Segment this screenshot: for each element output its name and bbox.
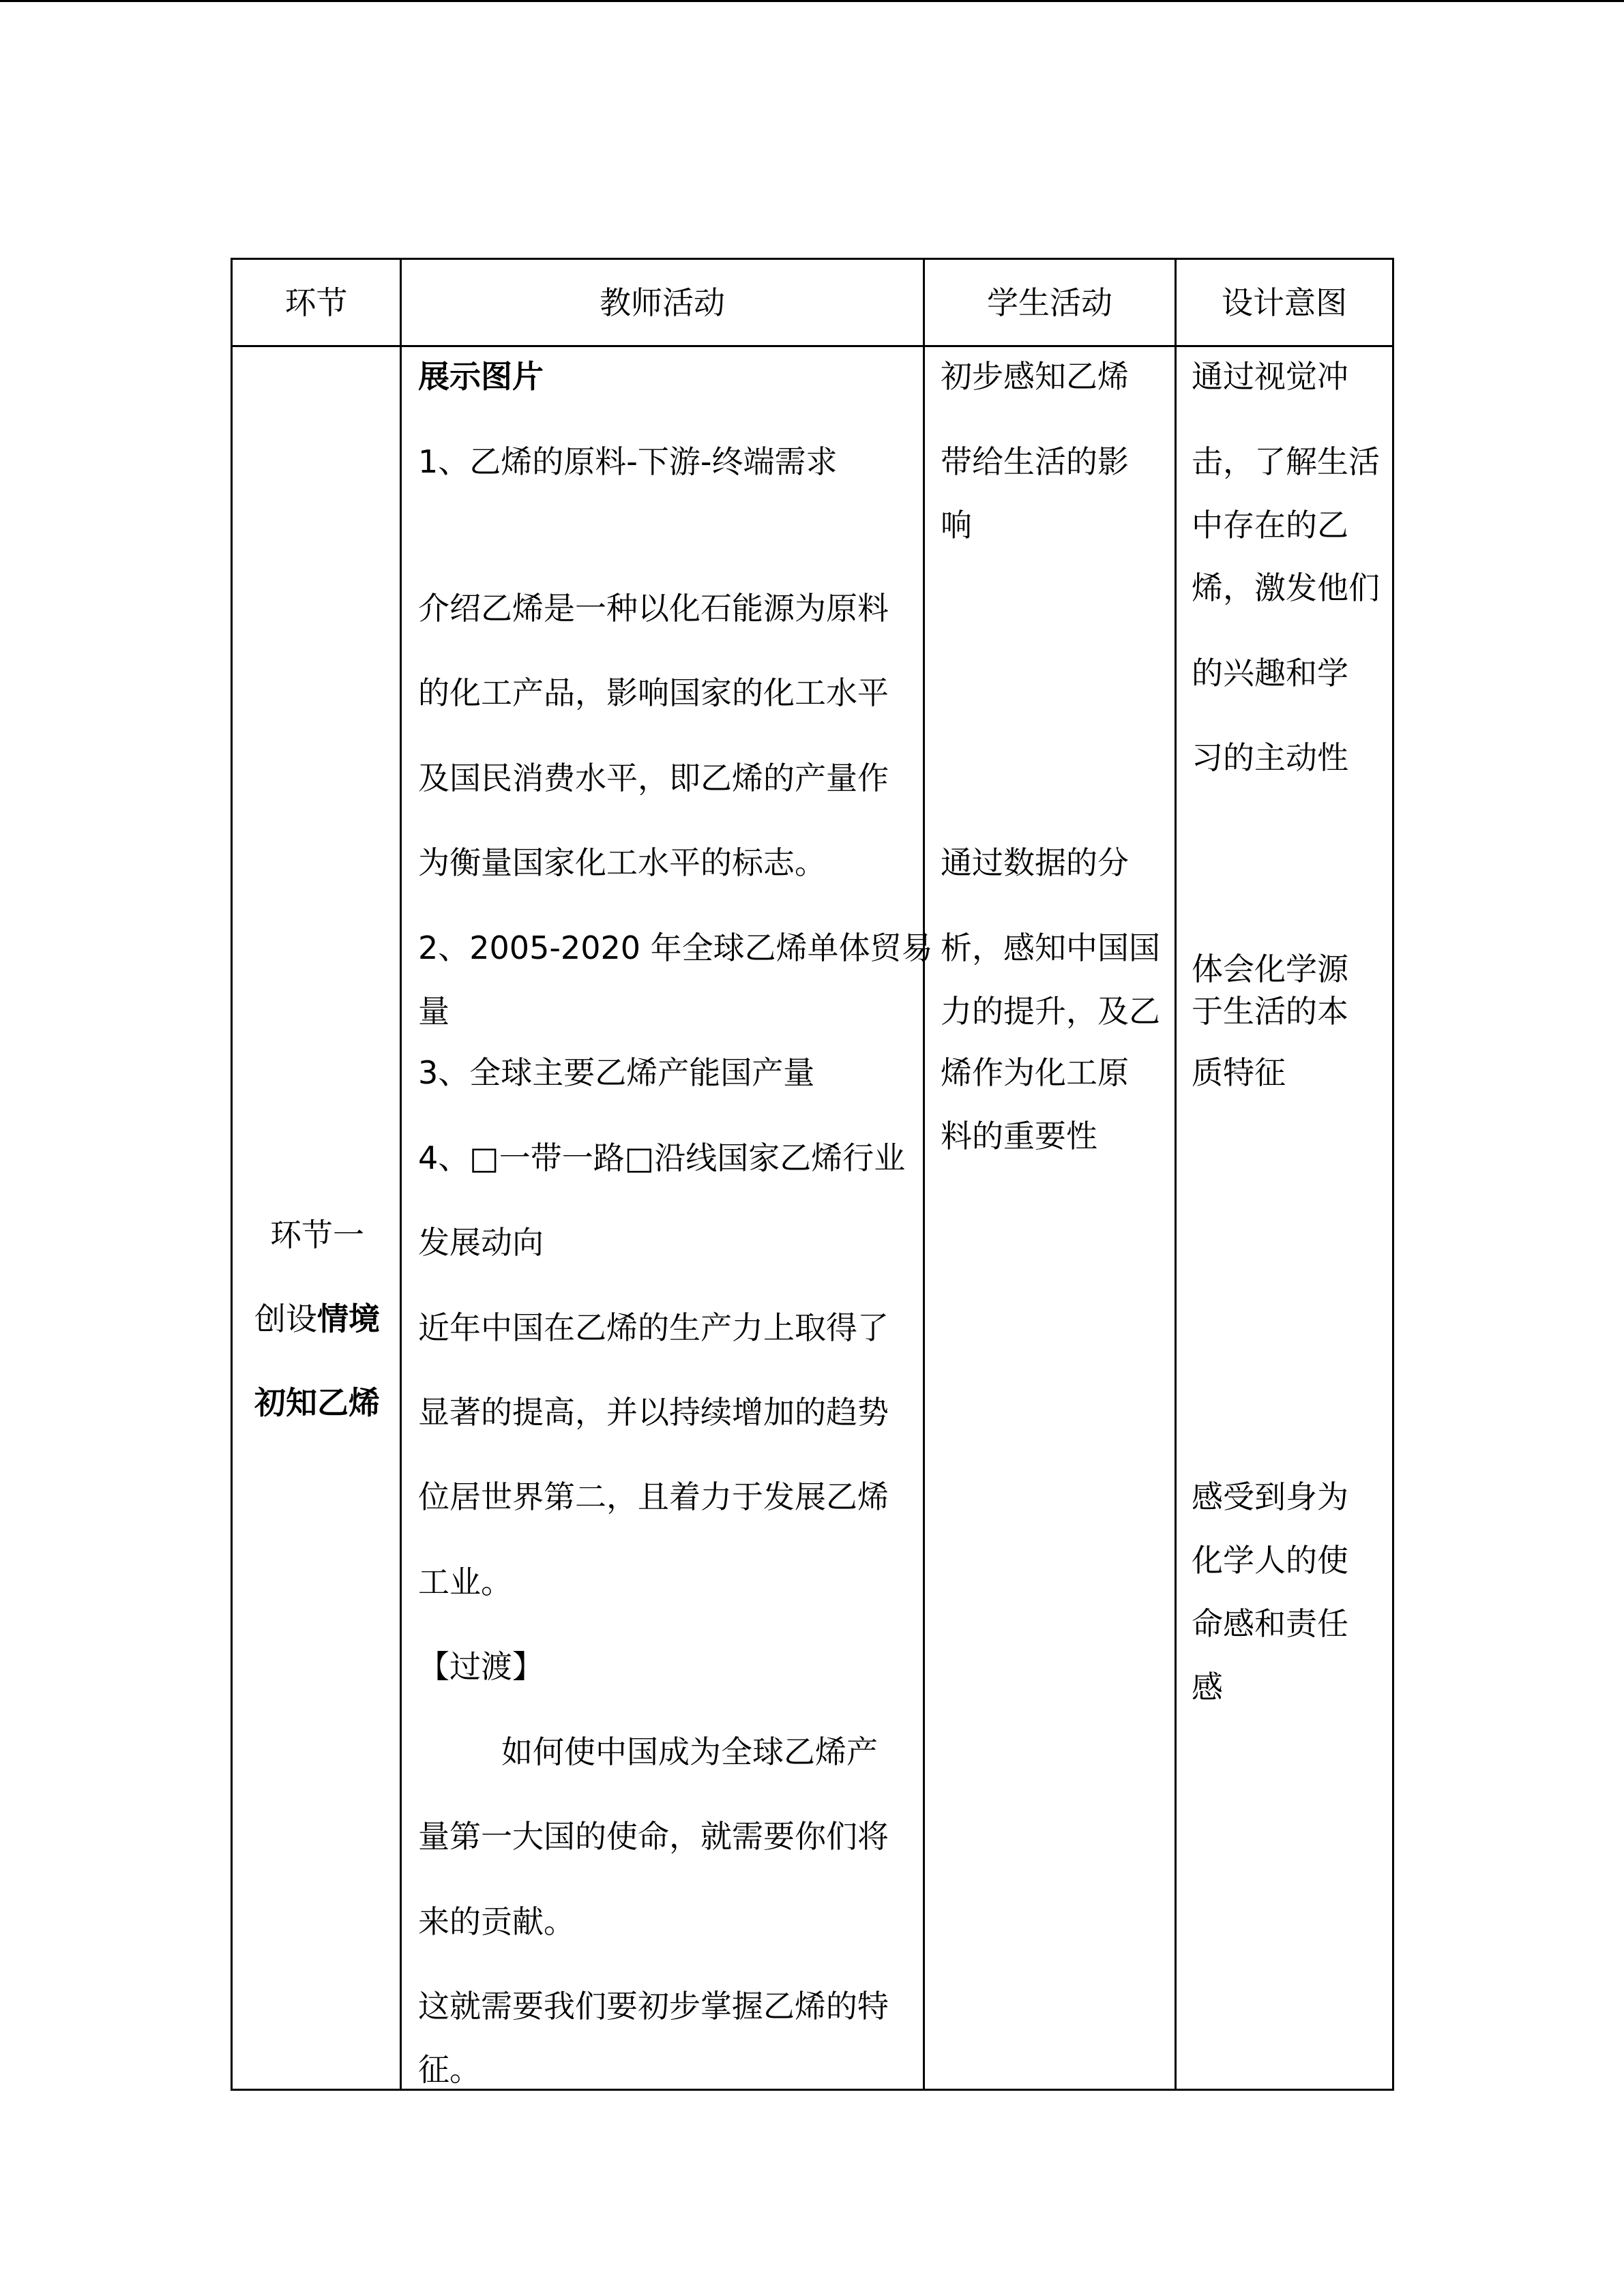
- teacher-line: 征。: [418, 2051, 481, 2088]
- teacher-line: 近年中国在乙烯的生产力上取得了: [418, 1309, 889, 1346]
- intent-line: 质特征: [1192, 1054, 1286, 1091]
- student-line: 初步感知乙烯: [941, 358, 1129, 395]
- student-activity-cell: [941, 346, 1175, 2089]
- intent-line: 击，了解生活: [1192, 443, 1380, 480]
- teacher-line: 发展动向: [418, 1224, 544, 1261]
- design-intent-cell: [1192, 346, 1392, 2089]
- student-line: 通过数据的分: [941, 844, 1129, 881]
- header-stage: 环节: [284, 284, 348, 321]
- intent-line: 通过视觉冲: [1192, 358, 1348, 395]
- stage-line-2: [233, 1300, 402, 1337]
- stage-line-2-part-a: 创设: [254, 1300, 317, 1337]
- student-line: 带给生活的影: [941, 443, 1129, 480]
- header-design-intent: 设计意图: [1222, 284, 1347, 321]
- teacher-line: 如何使中国成为全球乙烯产: [501, 1733, 878, 1770]
- intent-line: 化学人的使: [1192, 1542, 1348, 1579]
- intent-line: 命感和责任: [1192, 1605, 1348, 1642]
- teacher-line: 这就需要我们要初步掌握乙烯的特: [418, 1988, 889, 2025]
- student-line: 料的重要性: [941, 1118, 1097, 1154]
- teacher-line: 显著的提高，并以持续增加的趋势: [418, 1394, 889, 1431]
- student-line: 析，感知中国国: [941, 929, 1160, 966]
- intent-line: 感: [1192, 1669, 1223, 1705]
- intent-line: 体会化学源: [1192, 951, 1348, 987]
- stage-line-3: 初知乙烯: [254, 1384, 380, 1421]
- intent-line: 感受到身为: [1192, 1478, 1348, 1515]
- teacher-line: 2、2005-2020 年全球乙烯单体贸易: [418, 929, 933, 966]
- header-student-activity: 学生活动: [987, 284, 1112, 321]
- teacher-line: 【过渡】: [418, 1648, 544, 1685]
- teacher-line: 位居世界第二，且着力于发展乙烯: [418, 1478, 889, 1515]
- header-teacher-activity: 教师活动: [600, 284, 725, 321]
- teacher-line: 展示图片: [418, 358, 544, 395]
- teacher-line: 为衡量国家化工水平的标志。: [418, 844, 826, 881]
- student-line: 力的提升，及乙: [941, 993, 1160, 1030]
- teacher-line: 4、□一带一路□沿线国家乙烯行业: [418, 1139, 906, 1176]
- teacher-line: 量第一大国的使命，就需要你们将: [418, 1818, 889, 1855]
- column-divider-2: [923, 260, 925, 2089]
- stage-cell: [233, 346, 400, 2089]
- intent-line: 的兴趣和学: [1192, 655, 1348, 691]
- teacher-line: 的化工产品，影响国家的化工水平: [418, 674, 889, 711]
- teacher-line: 1、乙烯的原料-下游-终端需求: [418, 443, 838, 480]
- student-line: 响: [941, 507, 972, 543]
- intent-line: 习的主动性: [1192, 739, 1348, 776]
- lesson-plan-table: [231, 258, 1394, 2091]
- teacher-line: 量: [418, 993, 449, 1030]
- teacher-line: 工业。: [418, 1564, 512, 1600]
- intent-line: 于生活的本: [1192, 993, 1348, 1030]
- teacher-line: 3、全球主要乙烯产能国产量: [418, 1054, 815, 1091]
- column-divider-3: [1175, 260, 1177, 2089]
- intent-line: 中存在的乙: [1192, 507, 1348, 543]
- stage-line-2-part-b: 情境: [317, 1300, 380, 1337]
- teacher-line: 及国民消费水平，即乙烯的产量作: [418, 760, 889, 796]
- stage-line-1: 环节一: [270, 1217, 364, 1253]
- teacher-line: 介绍乙烯是一种以化石能源为原料: [418, 590, 889, 627]
- intent-line: 烯，激发他们: [1192, 569, 1380, 606]
- column-divider-1: [400, 260, 402, 2089]
- top-rule: [0, 0, 1624, 2]
- teacher-line: 来的贡献。: [418, 1903, 575, 1940]
- teacher-activity-cell: [418, 346, 933, 2089]
- student-line: 烯作为化工原: [941, 1054, 1129, 1091]
